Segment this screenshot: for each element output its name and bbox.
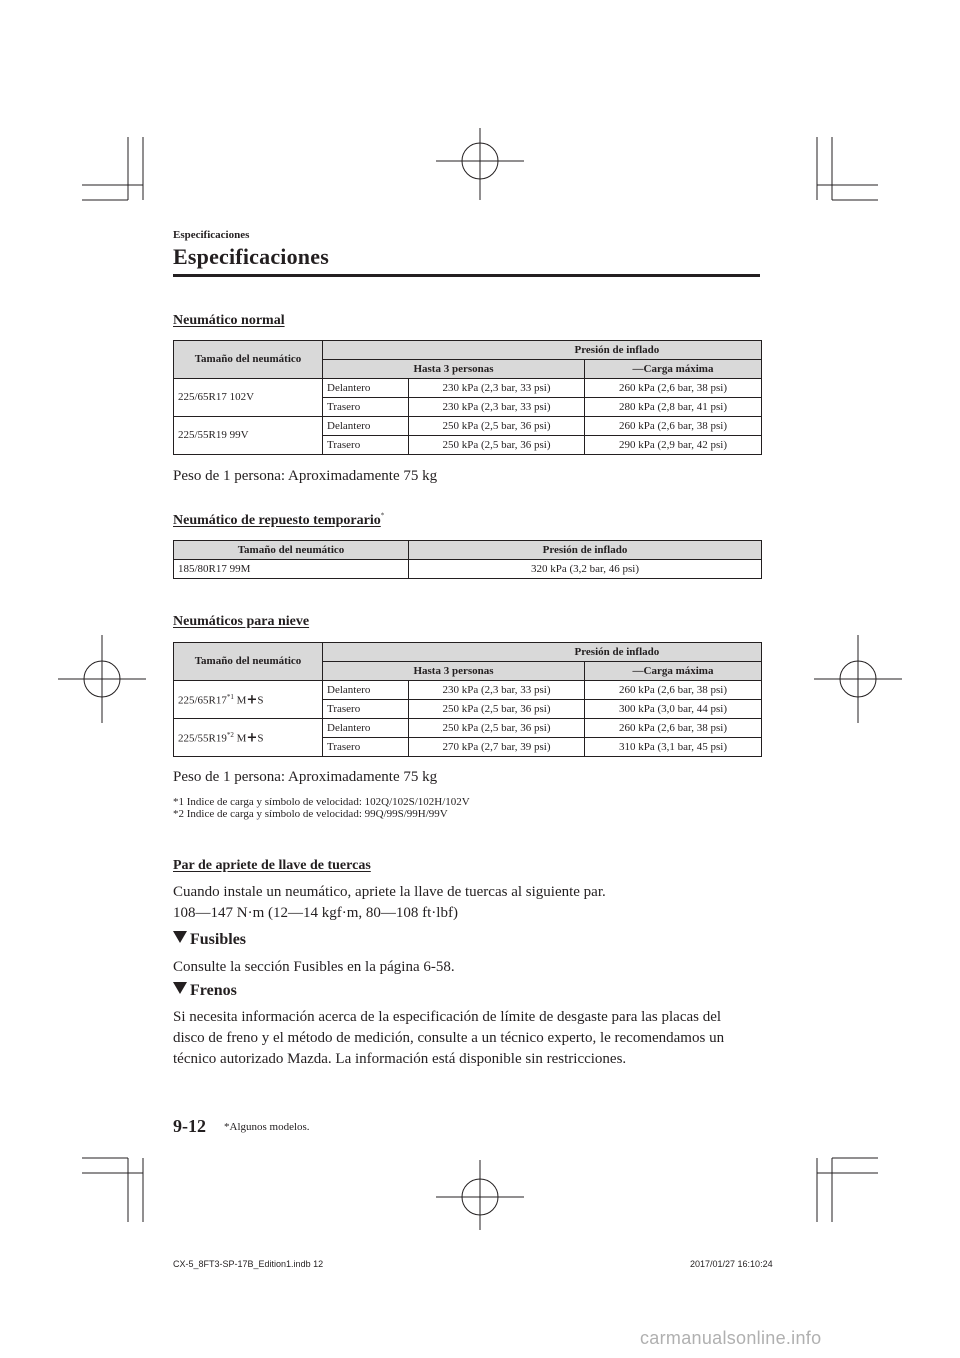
watermark: carmanualsonline.info [640,1328,822,1348]
some-models-mark: * [380,511,385,520]
torque-text-2: 108—147 N·m (12—14 kgf·m, 80—108 ft·lbf) [173,905,458,921]
col-tire-size: Tamaño del neumático [174,341,323,379]
snow-plus-icon: + [246,730,258,746]
section-label: Especificaciones [173,229,250,241]
position-label: Trasero [323,700,409,719]
snow-weight-note: Peso de 1 persona: Aproximadamente 75 kg [173,769,438,785]
pressure-value: 310 kPa (3,1 bar, 45 psi) [585,738,762,757]
pressure-value: 270 kPa (2,7 bar, 39 psi) [409,738,585,757]
position-label: Trasero [323,738,409,757]
brakes-text-1: Si necesita información acerca de la especificación de límite de desgaste para las placas del [173,1009,722,1025]
table-row [174,719,762,738]
pressure-value: 320 kPa (3,2 bar, 46 psi) [409,560,762,579]
footnote-2: *2 Indice de carga y símbolo de velocidad: 99Q/99S/99H/99V [173,808,448,820]
pressure-value: 260 kPa (2,6 bar, 38 psi) [585,681,762,700]
fuses-text: Consulte la sección Fusibles en la página 6-58. [173,959,455,975]
print-file-info: CX-5_8FT3-SP-17B_Edition1.indb 12 [173,1259,324,1269]
col-pressure [323,341,585,360]
col-tire-size: Tamaño del neumático [174,541,409,560]
col-up-to-3: Hasta 3 personas [323,360,585,379]
page-title: Especificaciones [173,244,329,269]
pressure-value: 260 kPa (2,6 bar, 38 psi) [585,719,762,738]
tire-size: 185/80R17 99M [174,560,409,579]
pressure-value: 230 kPa (2,3 bar, 33 psi) [409,681,585,700]
position-label: Delantero [323,719,409,738]
pressure-value: 260 kPa (2,6 bar, 38 psi) [585,379,762,398]
table-row [174,417,762,436]
spare-tire-heading-text: Neumático de repuesto temporario [173,513,381,528]
col-max-load: —Carga máxima [585,662,762,681]
brakes-heading: Frenos [173,982,237,1000]
models-note: *Algunos modelos. [224,1121,310,1133]
snow-tire-table [173,642,762,757]
brakes-text-3: técnico autorizado Mazda. La información está disponible sin restricciones. [173,1051,627,1067]
position-label: Delantero [323,681,409,700]
pressure-value: 300 kPa (3,0 bar, 44 psi) [585,700,762,719]
table-row [174,681,762,700]
pressure-value: 260 kPa (2,6 bar, 38 psi) [585,417,762,436]
pressure-value: 230 kPa (2,3 bar, 33 psi) [409,379,585,398]
triangle-down-icon [173,931,187,943]
pressure-value: 250 kPa (2,5 bar, 36 psi) [409,700,585,719]
pressure-value: 250 kPa (2,5 bar, 36 psi) [409,436,585,455]
col-pressure-label: Presión de inflado [585,643,762,662]
title-rule [173,274,760,277]
brakes-text-2: disco de freno y el método de medición, consulte a un técnico experto, le recomendamos un [173,1030,725,1046]
pressure-value: 250 kPa (2,5 bar, 36 psi) [409,417,585,436]
torque-heading: Par de apriete de llave de tuercas [173,858,371,873]
col-up-to-3: Hasta 3 personas [323,662,585,681]
tire-size: 225/55R19$^{*2}$ M+S [174,719,323,757]
page-number: 9-12 [173,1116,206,1136]
col-pressure: Presión de inflado [409,541,762,560]
print-timestamp: 2017/01/27 16:10:24 [690,1259,773,1269]
triangle-down-icon [173,982,187,994]
normal-weight-note: Peso de 1 persona: Aproximadamente 75 kg [173,468,438,484]
normal-tire-table [173,340,762,455]
pressure-value: 290 kPa (2,9 bar, 42 psi) [585,436,762,455]
col-pressure [323,643,585,662]
pressure-value: 250 kPa (2,5 bar, 36 psi) [409,719,585,738]
table-row [174,560,762,579]
pressure-value: 230 kPa (2,3 bar, 33 psi) [409,398,585,417]
snow-tire-heading: Neumáticos para nieve [173,614,310,629]
position-label: Trasero [323,398,409,417]
position-label: Trasero [323,436,409,455]
footnote-1: *1 Indice de carga y símbolo de velocidad: 102Q/102S/102H/102V [173,796,470,808]
snow-plus-icon: + [246,692,258,708]
spare-tire-table [173,540,762,579]
position-label: Delantero [323,417,409,436]
pressure-value: 280 kPa (2,8 bar, 41 psi) [585,398,762,417]
col-tire-size: Tamaño del neumático [174,643,323,681]
torque-text-1: Cuando instale un neumático, apriete la llave de tuercas al siguiente par. [173,884,606,900]
spare-tire-heading [173,511,384,529]
tire-size: 225/65R17$^{*1}$ M+S [174,681,323,719]
fuses-heading: Fusibles [173,931,246,949]
tire-size: 225/55R19 99V [174,417,323,455]
position-label: Delantero [323,379,409,398]
col-max-load: —Carga máxima [585,360,762,379]
col-pressure-label: Presión de inflado [585,341,762,360]
table-row [174,379,762,398]
tire-size: 225/65R17 102V [174,379,323,417]
normal-tire-heading: Neumático normal [173,313,285,328]
